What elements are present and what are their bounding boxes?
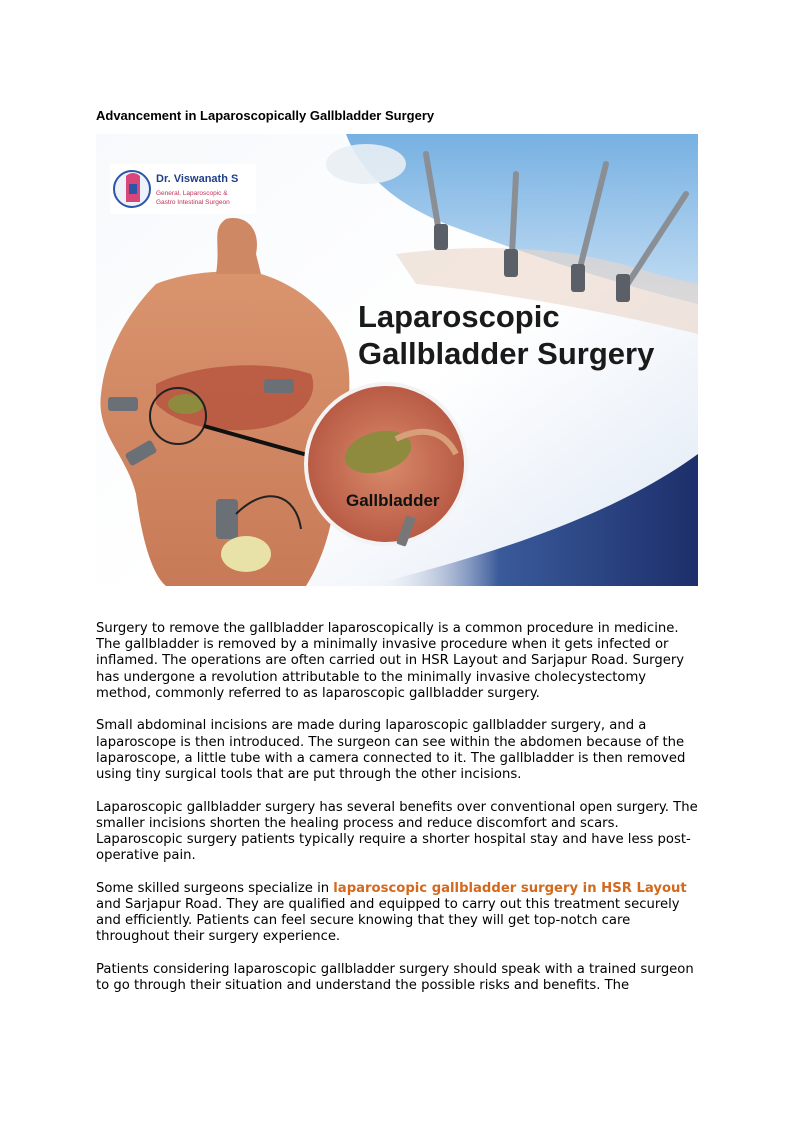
- paragraph-1: Surgery to remove the gallbladder laparoscopically is a common procedure in medicine. The gallbladder is removed by a minimally invasive procedure when it gets infected or inflamed. The operations are often carried out in HSR Layout and Sarjapur Road. Surgery has undergone a revolution attributable to the minimally invasive cholecystectomy method, commonly referred to as laparoscopic gallbladder surgery.: [96, 621, 685, 701]
- paragraph-3: Laparoscopic gallbladder surgery has several benefits over conventional open surgery. The smaller incisions shorten the healing process and reduce discomfort and scars. Laparoscopic surgery patients typically require a shorter hospital stay and have less post-operative pain.: [96, 799, 698, 864]
- hero-title-line2: Gallbladder Surgery: [358, 336, 655, 371]
- page-title: Advancement in Laparoscopically Gallbladder Surgery: [96, 108, 435, 123]
- logo-line2: Gastro Intestinal Surgeon: [156, 199, 230, 206]
- paragraph-5: Patients considering laparoscopic gallbladder surgery should speak with a trained surgeon to go through their situation and understand the possible risks and benefits. The: [96, 962, 694, 994]
- logo-name: Dr. Viswanath S: [156, 173, 239, 185]
- article-body: [96, 621, 701, 1011]
- logo-line1: General, Laparoscopic &: [156, 190, 228, 197]
- inset-label: Gallbladder: [346, 491, 440, 510]
- paragraph-4-tail: and Sarjapur Road. They are qualified and equipped to carry out this treatment securely and efficiently. Patients can feel secure knowing that they will get top-notch care throughout their surgery experience.: [96, 897, 680, 945]
- doctor-logo: [110, 164, 256, 214]
- hero-title-line1: Laparoscopic: [358, 299, 560, 334]
- hsr-layout-link[interactable]: laparoscopic gallbladder surgery in HSR Layout: [333, 880, 687, 896]
- hero-image: [96, 134, 698, 586]
- paragraph-2: Small abdominal incisions are made during laparoscopic gallbladder surgery, and a laparoscope is then introduced. The surgeon can see within the abdomen because of the laparoscope, a little tube with a camera connected to it. The gallbladder is then removed using tiny surgical tools that are put through the other incisions.: [96, 718, 686, 783]
- paragraph-4: [96, 881, 701, 946]
- paragraph-4-lead: Some skilled surgeons specialize in: [96, 880, 334, 896]
